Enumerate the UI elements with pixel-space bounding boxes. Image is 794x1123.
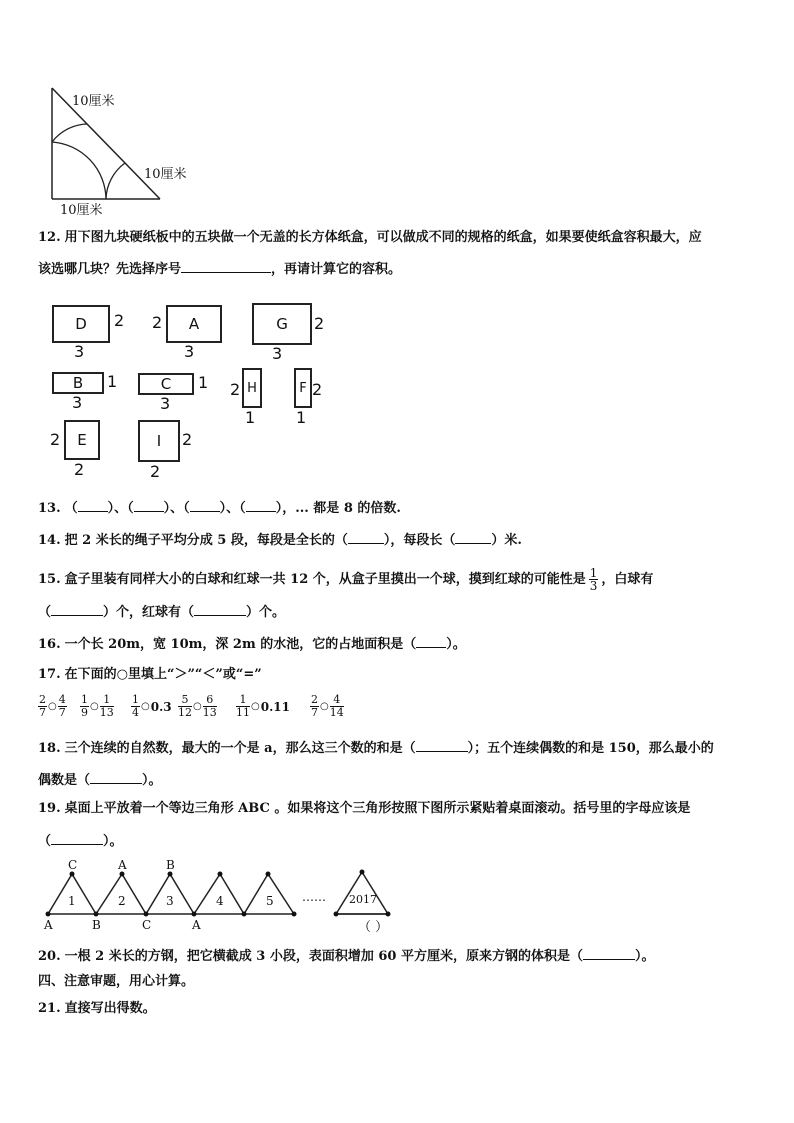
paren: ）、（ bbox=[219, 501, 246, 516]
question-21 bbox=[38, 1000, 156, 1018]
board-c bbox=[138, 373, 194, 395]
question-18-line1 bbox=[38, 738, 714, 758]
answer-blank[interactable] bbox=[181, 259, 271, 273]
fraction bbox=[38, 694, 47, 719]
answer-blank[interactable] bbox=[134, 498, 164, 512]
denominator: 12 bbox=[178, 706, 192, 719]
answer-blank[interactable] bbox=[78, 498, 108, 512]
fraction bbox=[131, 694, 140, 719]
question-number: 18. bbox=[38, 741, 61, 756]
board-a-height: 2 bbox=[152, 313, 163, 332]
compare-item-1 bbox=[38, 694, 67, 719]
compare-item-4 bbox=[178, 694, 217, 719]
denominator: 7 bbox=[311, 706, 318, 719]
question-number: 17. bbox=[38, 667, 61, 682]
compare-circle[interactable]: ○ bbox=[141, 701, 150, 712]
question-text: 用下图九块硬纸板中的五块做一个无盖的长方体纸盒，可以做成不同的规格的纸盒，如果要使纸盒容积最大，应 bbox=[64, 230, 702, 245]
board-label: H bbox=[247, 380, 257, 396]
vertex-bottom-1: A bbox=[44, 918, 53, 932]
compare-item-5 bbox=[236, 694, 290, 719]
answer-blank[interactable] bbox=[416, 738, 468, 752]
question-text: ）个，红球有（ bbox=[103, 605, 195, 620]
vertex-top-3: B bbox=[166, 858, 175, 872]
board-a-width: 3 bbox=[184, 342, 195, 361]
denominator: 13 bbox=[202, 706, 217, 719]
question-text: 在下面的○里填上“＞”“＜”或“=” bbox=[64, 667, 262, 682]
board-label: G bbox=[276, 315, 288, 333]
board-g-width: 3 bbox=[272, 344, 283, 363]
fraction bbox=[236, 694, 250, 719]
triangle-arcs-figure bbox=[40, 84, 200, 214]
board-d-width: 3 bbox=[74, 342, 85, 361]
answer-blank[interactable] bbox=[190, 498, 220, 512]
question-text: ），每段长（ bbox=[383, 533, 456, 548]
board-label: B bbox=[72, 374, 84, 392]
question-14 bbox=[38, 530, 522, 550]
question-text: 直接写出得数。 bbox=[64, 1001, 156, 1016]
question-text: ）。 bbox=[103, 834, 123, 849]
question-15-line2 bbox=[38, 602, 285, 622]
vertex-bottom-2: B bbox=[92, 918, 101, 932]
board-g-height: 2 bbox=[314, 314, 325, 333]
answer-blank[interactable] bbox=[416, 634, 446, 648]
paren: （ bbox=[64, 501, 78, 516]
compare-circle[interactable]: ○ bbox=[193, 701, 202, 712]
numerator: 1 bbox=[100, 694, 114, 707]
denominator: 14 bbox=[329, 706, 344, 719]
question-text: ）；五个连续偶数的和是 150，那么最小的 bbox=[467, 741, 714, 756]
numerator: 1 bbox=[589, 566, 598, 580]
question-text: ）个。 bbox=[246, 605, 286, 620]
question-20 bbox=[38, 946, 654, 966]
triangle-num-1: 1 bbox=[68, 894, 76, 908]
board-e bbox=[64, 420, 100, 460]
board-label: C bbox=[160, 375, 172, 393]
board-a bbox=[166, 305, 222, 343]
denominator: 4 bbox=[132, 706, 139, 719]
label-hypotenuse: 10厘米 bbox=[72, 94, 115, 109]
numerator: 4 bbox=[330, 694, 344, 707]
board-f bbox=[294, 368, 312, 408]
ellipsis: …… bbox=[302, 890, 326, 904]
fraction bbox=[80, 694, 89, 719]
board-label: D bbox=[75, 315, 87, 333]
answer-blank[interactable] bbox=[583, 946, 635, 960]
answer-blank[interactable] bbox=[246, 498, 276, 512]
compare-item-3 bbox=[131, 694, 172, 719]
numerator: 1 bbox=[81, 693, 88, 706]
question-number: 20. bbox=[38, 949, 61, 964]
question-12-line1 bbox=[38, 229, 702, 247]
fraction bbox=[310, 694, 319, 719]
question-text: 该选哪几块？先选择序号 bbox=[38, 262, 182, 277]
board-label: A bbox=[188, 315, 200, 333]
board-label: F bbox=[299, 380, 307, 396]
question-19-line1 bbox=[38, 800, 690, 818]
question-number: 15. bbox=[38, 572, 61, 587]
label-base: 10厘米 bbox=[60, 203, 103, 218]
compare-item-6 bbox=[310, 694, 344, 719]
board-f-width: 1 bbox=[296, 408, 307, 427]
question-text: 盒子里装有同样大小的白球和红球一共 12 个，从盒子里摸出一个球，摸到红球的可能性是 bbox=[64, 572, 586, 587]
board-c-height: 1 bbox=[198, 373, 209, 392]
board-b-height: 1 bbox=[107, 372, 118, 391]
denominator: 7 bbox=[39, 706, 46, 719]
board-e-width: 2 bbox=[74, 460, 85, 479]
answer-blank[interactable] bbox=[90, 770, 142, 784]
question-text: ）。 bbox=[446, 637, 466, 652]
question-17 bbox=[38, 666, 262, 684]
board-h bbox=[242, 368, 262, 408]
triangle-num-2017: 2017 bbox=[349, 893, 377, 906]
question-number: 12. bbox=[38, 230, 61, 245]
board-label: E bbox=[77, 431, 87, 449]
board-i-height: 2 bbox=[182, 430, 193, 449]
compare-circle[interactable]: ○ bbox=[48, 701, 57, 712]
question-text: 三个连续的自然数，最大的一个是 a，那么这三个数的和是（ bbox=[64, 741, 416, 756]
board-e-height: 2 bbox=[50, 430, 61, 449]
question-number: 13. bbox=[38, 501, 61, 516]
fraction bbox=[100, 694, 114, 719]
compare-circle[interactable]: ○ bbox=[90, 701, 99, 712]
fraction bbox=[178, 694, 192, 719]
fraction bbox=[58, 694, 67, 719]
numerator: 2 bbox=[39, 693, 46, 706]
paren: ）、（ bbox=[107, 501, 134, 516]
triangle-num-2: 2 bbox=[118, 894, 126, 908]
question-text: 把 2 米长的绳子平均分成 5 段，每段是全长的（ bbox=[64, 533, 348, 548]
answer-blank[interactable] bbox=[51, 602, 103, 616]
numerator: 1 bbox=[132, 693, 139, 706]
numerator: 5 bbox=[178, 694, 192, 707]
compare-circle[interactable]: ○ bbox=[320, 701, 329, 712]
question-16 bbox=[38, 634, 466, 654]
section-heading bbox=[38, 973, 194, 991]
answer-blank[interactable] bbox=[194, 602, 246, 616]
triangle-num-3: 3 bbox=[166, 894, 174, 908]
compare-circle[interactable]: ○ bbox=[251, 701, 260, 712]
figure-11 bbox=[40, 84, 200, 214]
question-19-line2 bbox=[38, 831, 123, 851]
question-text: ）。 bbox=[142, 773, 162, 788]
numerator: 6 bbox=[203, 694, 217, 707]
question-text: ，白球有 bbox=[601, 572, 654, 587]
paren: （ bbox=[38, 605, 52, 620]
question-number: 21. bbox=[38, 1001, 61, 1016]
board-b-width: 3 bbox=[72, 393, 83, 412]
vertex-bottom-3: C bbox=[142, 918, 152, 932]
question-number: 14. bbox=[38, 533, 61, 548]
paren: ）、（ bbox=[163, 501, 190, 516]
question-text: ，再请计算它的容积。 bbox=[271, 262, 402, 277]
question-text: ），... 都是 8 的倍数. bbox=[275, 501, 401, 516]
denominator: 9 bbox=[81, 706, 88, 719]
question-number: 16. bbox=[38, 637, 61, 652]
board-label: I bbox=[156, 432, 162, 450]
board-d-height: 2 bbox=[114, 311, 125, 330]
vertex-top-2: A bbox=[118, 858, 127, 872]
board-d bbox=[52, 305, 110, 343]
question-text: 桌面上平放着一个等边三角形 ABC 。如果将这个三角形按照下图所示紧贴着桌面滚动。括号里的字母应该是 bbox=[64, 801, 691, 816]
question-12-line2 bbox=[38, 259, 401, 279]
question-text: ）。 bbox=[634, 949, 655, 964]
fraction bbox=[589, 567, 599, 592]
numerator: 2 bbox=[311, 693, 318, 706]
question-text: 偶数是（ bbox=[38, 773, 91, 788]
compare-item-2 bbox=[80, 694, 114, 719]
fraction bbox=[203, 694, 217, 719]
fraction bbox=[330, 694, 344, 719]
numerator: 4 bbox=[58, 693, 66, 706]
board-c-width: 3 bbox=[160, 394, 171, 413]
question-18-line2 bbox=[38, 770, 162, 790]
board-f-height: 2 bbox=[312, 380, 323, 399]
question-number: 19. bbox=[38, 801, 61, 816]
board-i bbox=[138, 420, 180, 462]
answer-blank[interactable] bbox=[348, 530, 384, 544]
paren: （ bbox=[38, 834, 52, 849]
denominator: 3 bbox=[589, 579, 598, 593]
triangle-num-4: 4 bbox=[216, 894, 224, 908]
board-h-height: 2 bbox=[230, 380, 241, 399]
label-arc: 10厘米 bbox=[144, 167, 187, 182]
vertex-top-1: C bbox=[68, 858, 78, 872]
denominator: 7 bbox=[58, 706, 66, 719]
question-13 bbox=[38, 498, 401, 518]
question-text: ）米. bbox=[491, 533, 522, 548]
board-g bbox=[252, 303, 312, 345]
board-i-width: 2 bbox=[150, 462, 161, 481]
answer-blank[interactable] bbox=[51, 831, 103, 845]
section-title: 四、注意审题，用心计算。 bbox=[38, 974, 195, 989]
answer-paren[interactable]: （ ） bbox=[358, 920, 389, 935]
denominator: 11 bbox=[236, 706, 250, 719]
board-h-width: 1 bbox=[245, 408, 256, 427]
triangle-num-5: 5 bbox=[266, 894, 274, 908]
question-15-line1 bbox=[38, 567, 653, 592]
vertex-bottom-4: A bbox=[192, 918, 201, 932]
board-b bbox=[52, 372, 104, 394]
decimal-value: 0.11 bbox=[260, 699, 290, 714]
denominator: 13 bbox=[99, 706, 114, 719]
numerator: 1 bbox=[236, 694, 250, 707]
decimal-value: 0.3 bbox=[150, 699, 172, 714]
answer-blank[interactable] bbox=[455, 530, 491, 544]
question-text: 一个长 20m，宽 10m，深 2m 的水池，它的占地面积是（ bbox=[64, 637, 417, 652]
question-text: 一根 2 米长的方钢，把它横截成 3 小段，表面积增加 60 平方厘米，原来方钢的体积是（ bbox=[64, 949, 583, 964]
